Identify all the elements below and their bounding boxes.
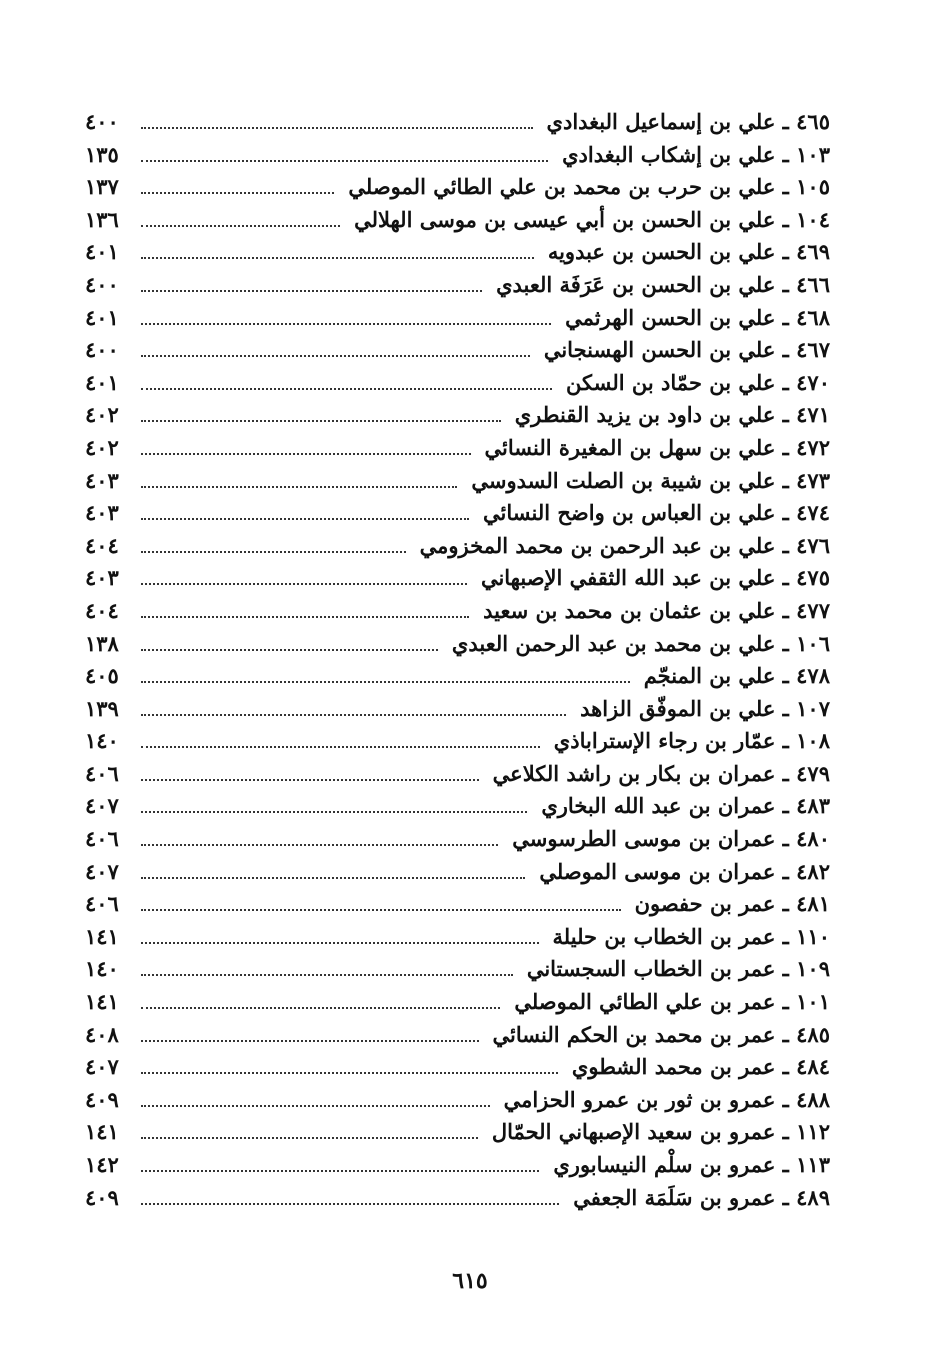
entry-name: عمر بن محمد الشطوي (571, 1054, 776, 1080)
entry-label (490, 1084, 830, 1117)
entry-number: ٤٦٧ (796, 337, 830, 363)
dot-leader (141, 518, 469, 520)
entry-separator: ـ (775, 793, 797, 819)
entry-number: ١٠٤ (796, 206, 830, 232)
entry-page-number: ٤٠٧ (85, 858, 119, 884)
entry-separator: ـ (775, 663, 797, 689)
entry-number: ١١٢ (796, 1119, 830, 1145)
entry-name: علي بن سهل بن المغيرة النسائي (484, 434, 776, 460)
entry-number: ١٠٦ (796, 630, 830, 656)
dot-leader (141, 649, 438, 651)
entry-page-number: ٤٠١ (85, 239, 119, 265)
entry-label (501, 399, 830, 432)
entry-page-number: ٤٠٧ (85, 793, 119, 819)
entry-number: ٤٦٩ (796, 239, 830, 265)
entry-label (467, 562, 830, 595)
index-entry (85, 204, 830, 237)
entry-label (552, 367, 830, 400)
entry-separator: ـ (775, 956, 797, 982)
entry-label (539, 921, 830, 954)
entry-number: ٤٨٠ (796, 826, 830, 852)
entry-name: علي بن حمّاد بن السكن (566, 369, 776, 395)
entry-page-number: ٤٠٦ (85, 760, 119, 786)
entry-number: ٤٦٨ (796, 304, 830, 330)
dot-leader (141, 616, 469, 618)
entry-number: ١٠٩ (796, 956, 830, 982)
dot-leader (141, 420, 501, 422)
entry-page-number: ٤٠١ (85, 369, 119, 395)
entry-number: ٤٧٠ (796, 369, 830, 395)
entry-label (471, 432, 831, 465)
dot-leader (141, 551, 406, 553)
entry-page-number: ١٣٧ (85, 174, 119, 200)
entry-name: عمران بن موسى الموصلي (539, 858, 776, 884)
entry-separator: ـ (775, 826, 797, 852)
dot-leader (141, 811, 527, 813)
entry-label (540, 725, 830, 758)
entry-name: عمر بن محمد بن الحكم النسائي (492, 1021, 776, 1047)
index-entry (85, 823, 830, 856)
dot-leader (141, 1040, 479, 1042)
index-entry (85, 628, 830, 661)
entry-name: علي بن عثمان بن محمد بن سعيد (483, 597, 776, 623)
dot-leader (141, 1170, 539, 1172)
entry-page-number: ١٤٢ (85, 1152, 119, 1177)
dot-leader (141, 355, 530, 357)
entry-label (478, 1116, 830, 1149)
entry-page-number: ٤٠٦ (85, 826, 119, 852)
dot-leader (141, 1072, 558, 1074)
entry-name: علي بن إشكاب البغدادي (562, 141, 776, 167)
entry-separator: ـ (775, 728, 797, 754)
dot-leader (141, 486, 457, 488)
entry-label (479, 758, 830, 791)
index-entry (85, 171, 830, 204)
entry-name: علي بن عبد الرحمن بن محمد المخزومي (419, 532, 776, 558)
entry-number: ٤٨٥ (796, 1021, 830, 1047)
entry-label (559, 1182, 830, 1215)
entry-label (534, 236, 830, 269)
dot-leader (141, 160, 548, 162)
entry-number: ٤٧٤ (796, 500, 830, 526)
entry-name: علي بن الحسن الهرثمي (565, 304, 776, 330)
entry-label (406, 530, 830, 563)
entry-separator: ـ (775, 271, 797, 297)
entry-number: ٤٨٩ (796, 1184, 830, 1210)
dot-leader (141, 453, 471, 455)
dot-leader (141, 844, 498, 846)
dot-leader (141, 127, 533, 129)
entry-number: ١٠١ (796, 989, 830, 1015)
dot-leader (141, 746, 540, 748)
entry-separator: ـ (775, 760, 797, 786)
dot-leader (141, 290, 482, 292)
entry-name: علي بن الحسن الهسنجاني (543, 337, 776, 363)
dot-leader (141, 779, 479, 781)
entry-separator: ـ (775, 402, 797, 428)
entry-page-number: ١٣٩ (85, 695, 119, 721)
entry-page-number: ٤٠٩ (85, 1184, 119, 1210)
index-entry (85, 1019, 830, 1052)
entry-name: علي بن الحسن بن عبدويه (547, 239, 776, 265)
entry-separator: ـ (775, 1184, 797, 1210)
index-entry (85, 1182, 830, 1215)
entry-page-number: ٤٠٢ (85, 402, 119, 428)
entry-name: علي بن المنجّم (643, 663, 776, 689)
entry-separator: ـ (775, 337, 797, 363)
index-entry (85, 302, 830, 335)
entry-name: علي بن شيبة بن الصلت السدوسي (471, 467, 776, 493)
entry-label (533, 106, 830, 139)
index-entry (85, 921, 830, 954)
entry-number: ٤٧٢ (796, 434, 830, 460)
entry-name: عمر بن الخطاب السجستاني (526, 956, 776, 982)
dot-leader (141, 942, 539, 944)
entry-number: ٤٨٢ (796, 858, 830, 884)
entry-number: ٤٦٦ (796, 271, 830, 297)
entry-label (621, 888, 830, 921)
entry-number: ٤٧٨ (796, 663, 830, 689)
entry-number: ١١٣ (796, 1152, 830, 1177)
index-entry (85, 856, 830, 889)
index-entry (85, 725, 830, 758)
page-number: ٦١٥ (452, 1268, 488, 1294)
entry-separator: ـ (775, 467, 797, 493)
entry-name: علي بن محمد بن عبد الرحمن العبدي (451, 630, 776, 656)
index-entry (85, 660, 830, 693)
entry-separator: ـ (775, 1086, 797, 1112)
entry-separator: ـ (775, 1054, 797, 1080)
entry-page-number: ١٣٨ (85, 630, 119, 656)
entry-number: ٤٨٣ (796, 793, 830, 819)
entry-label (438, 628, 830, 661)
entry-page-number: ٤٠٠ (85, 337, 119, 363)
index-entry (85, 595, 830, 628)
entry-page-number: ١٤١ (85, 989, 119, 1015)
entry-separator: ـ (775, 1021, 797, 1047)
entry-number: ٤٧٩ (796, 760, 830, 786)
entry-page-number: ٤٠٠ (85, 109, 119, 134)
dot-leader (141, 1007, 500, 1009)
entry-label (551, 302, 830, 335)
entry-page-number: ٤٠٧ (85, 1054, 119, 1080)
entry-separator: ـ (775, 109, 797, 134)
entry-page-number: ٤٠١ (85, 304, 119, 330)
entry-separator: ـ (775, 858, 797, 884)
entry-separator: ـ (775, 565, 797, 591)
entry-name: علي بن داود بن يزيد القنطري (514, 402, 776, 428)
entry-number: ٤٧٦ (796, 532, 830, 558)
entry-number: ٤٦٥ (796, 109, 830, 134)
entry-name: عمرو بن سَلَمَة الجعفي (573, 1184, 776, 1210)
entry-separator: ـ (775, 532, 797, 558)
entry-page-number: ١٣٥ (85, 141, 119, 167)
entry-separator: ـ (775, 141, 797, 167)
entry-label (498, 823, 830, 856)
entry-name: علي بن العباس بن واضح النسائي (483, 500, 776, 526)
entry-name: علي بن الموفّق الزاهد (580, 695, 776, 721)
entry-page-number: ٤٠٣ (85, 565, 119, 591)
entry-name: علي بن عبد الله الثقفي الإصبهاني (480, 565, 776, 591)
entry-name: عمرو بن ثور بن عمرو الحزامي (503, 1086, 776, 1112)
index-entry (85, 953, 830, 986)
index-entry (85, 1051, 830, 1084)
entry-number: ٤٨٨ (796, 1086, 830, 1112)
entry-label (482, 269, 830, 302)
entry-name: علي بن حرب بن محمد بن علي الطائي الموصلي (348, 174, 776, 200)
entry-name: عمرو بن سعيد الإصبهاني الحمّال (491, 1119, 776, 1145)
entry-separator: ـ (775, 923, 797, 949)
entry-page-number: ٤٠٠ (85, 271, 119, 297)
entry-page-number: ١٣٦ (85, 206, 119, 232)
index-entry (85, 497, 830, 530)
entry-number: ٤٧٣ (796, 467, 830, 493)
entry-label (513, 953, 830, 986)
entry-label (469, 595, 830, 628)
dot-leader (141, 1105, 490, 1107)
entry-number: ٤٨١ (796, 891, 830, 917)
entry-page-number: ١٤١ (85, 1119, 119, 1145)
entry-page-number: ١٤٠ (85, 728, 119, 754)
entry-number: ١٠٣ (796, 141, 830, 167)
entry-separator: ـ (775, 989, 797, 1015)
index-entry (85, 530, 830, 563)
dot-leader (141, 257, 534, 259)
entry-label (340, 204, 830, 237)
index-entry (85, 465, 830, 498)
index-entry (85, 399, 830, 432)
dot-leader (141, 909, 621, 911)
dot-leader (141, 1203, 559, 1205)
dot-leader (141, 974, 513, 976)
entry-label (479, 1019, 830, 1052)
entry-name: علي بن إسماعيل البغدادي (546, 109, 776, 134)
entry-number: ١٠٥ (796, 174, 830, 200)
entry-separator: ـ (775, 304, 797, 330)
entry-label (469, 497, 830, 530)
entry-page-number: ٤٠٩ (85, 1086, 119, 1112)
entry-name: عمر بن علي الطائي الموصلي (514, 989, 776, 1015)
index-entry (85, 1084, 830, 1117)
entry-page-number: ٤٠٨ (85, 1021, 119, 1047)
entry-page-number: ٤٠٣ (85, 467, 119, 493)
dot-leader (141, 225, 340, 227)
index-entry (85, 139, 830, 172)
entry-separator: ـ (775, 500, 797, 526)
index-entry (85, 367, 830, 400)
index-entry (85, 432, 830, 465)
dot-leader (141, 1137, 478, 1139)
entry-label (457, 465, 830, 498)
entry-page-number: ٤٠٤ (85, 532, 119, 558)
entry-number: ٤٧١ (796, 402, 830, 428)
entry-label (558, 1051, 830, 1084)
index-entry (85, 562, 830, 595)
entry-number: ١١٠ (796, 923, 830, 949)
entry-name: علي بن الحسن بن أبي عيسى بن موسى الهلالي (354, 206, 776, 232)
entry-separator: ـ (775, 891, 797, 917)
entry-number: ١٠٧ (796, 695, 830, 721)
entry-name: علي بن الحسن بن عَرَفَة العبدي (496, 271, 776, 297)
index-entry (85, 758, 830, 791)
entry-label (548, 139, 830, 172)
index-entry (85, 106, 830, 139)
entry-name: عمران بن موسى الطرسوسي (512, 826, 776, 852)
dot-leader (141, 323, 551, 325)
dot-leader (141, 714, 566, 716)
entry-name: عمران بن بكار بن راشد الكلاعي (492, 760, 776, 786)
index-entry (85, 1149, 830, 1182)
entry-separator: ـ (775, 174, 797, 200)
entry-label (566, 693, 830, 726)
entry-label (539, 1149, 830, 1182)
entry-separator: ـ (775, 1152, 797, 1177)
entry-separator: ـ (775, 369, 797, 395)
entry-separator: ـ (775, 597, 797, 623)
entry-label (527, 790, 830, 823)
index-entry (85, 269, 830, 302)
index-entry (85, 986, 830, 1019)
entry-separator: ـ (775, 239, 797, 265)
entry-page-number: ٤٠٦ (85, 891, 119, 917)
entry-label (500, 986, 830, 1019)
entry-name: عمّار بن رجاء الإستراباذي (553, 728, 776, 754)
entry-label (334, 171, 830, 204)
entry-page-number: ١٤٠ (85, 956, 119, 982)
entry-number: ٤٨٤ (796, 1054, 830, 1080)
entry-name: عمرو بن سلْم النيسابوري (553, 1152, 776, 1177)
entry-page-number: ٤٠٤ (85, 597, 119, 623)
entry-name: عمر بن الخطاب بن حليلة (552, 923, 776, 949)
index-entry (85, 334, 830, 367)
entry-label (630, 660, 830, 693)
entry-separator: ـ (775, 206, 797, 232)
entry-number: ٤٧٧ (796, 597, 830, 623)
dot-leader (141, 877, 525, 879)
entry-page-number: ٤٠٢ (85, 434, 119, 460)
entry-separator: ـ (775, 630, 797, 656)
entry-separator: ـ (775, 695, 797, 721)
entry-page-number: ٤٠٣ (85, 500, 119, 526)
entry-name: عمر بن حفصون (634, 891, 776, 917)
index-entry (85, 790, 830, 823)
entry-separator: ـ (775, 434, 797, 460)
index-entry (85, 236, 830, 269)
entry-number: ١٠٨ (796, 728, 830, 754)
entry-label (525, 856, 830, 889)
dot-leader (141, 583, 467, 585)
index-list (85, 106, 830, 1214)
dot-leader (141, 192, 334, 194)
index-entry (85, 888, 830, 921)
index-entry (85, 1116, 830, 1149)
entry-page-number: ١٤١ (85, 923, 119, 949)
entry-separator: ـ (775, 1119, 797, 1145)
entry-name: عمران بن عبد الله البخاري (541, 793, 776, 819)
entry-number: ٤٧٥ (796, 565, 830, 591)
dot-leader (141, 388, 552, 390)
dot-leader (141, 681, 630, 683)
entry-label (530, 334, 830, 367)
index-entry (85, 693, 830, 726)
entry-page-number: ٤٠٥ (85, 663, 119, 689)
